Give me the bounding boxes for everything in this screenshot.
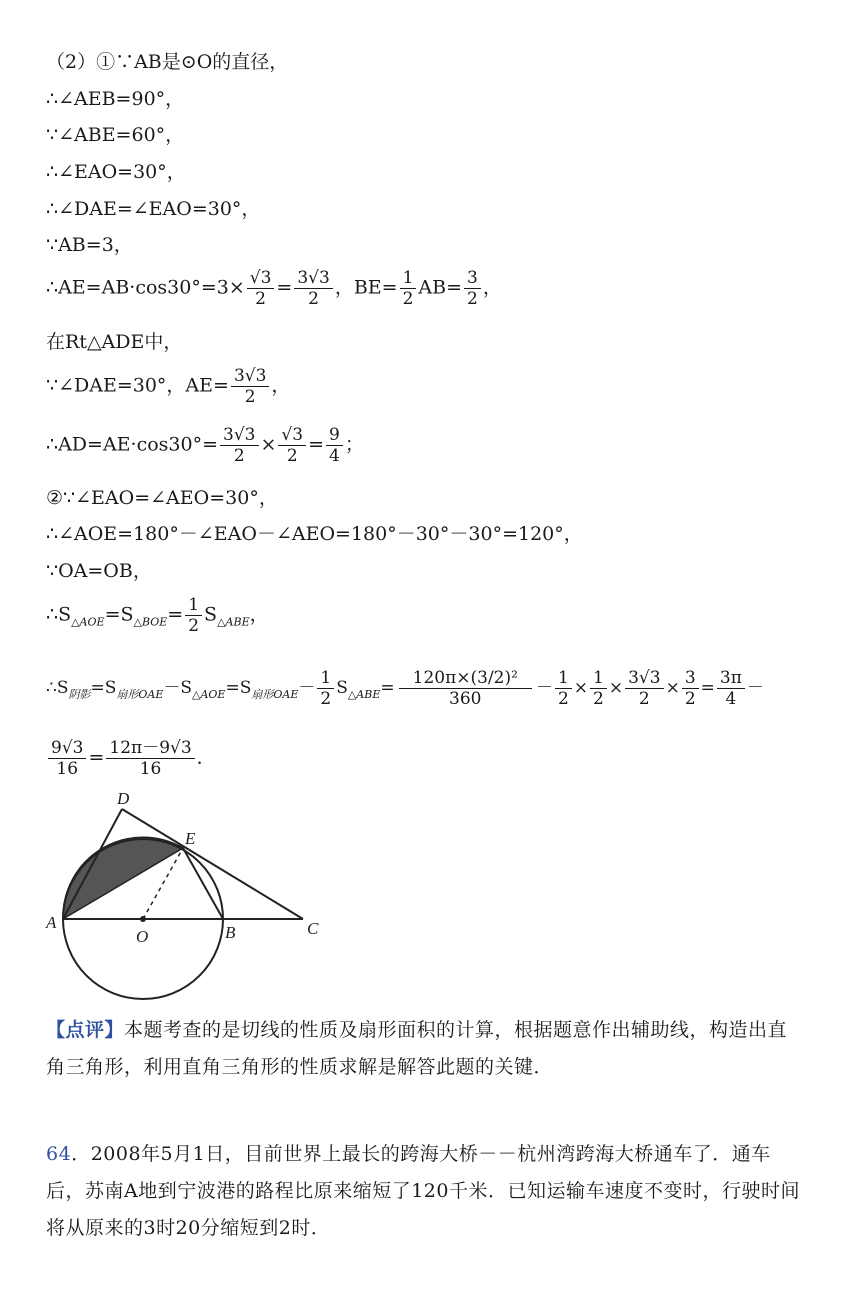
fraction: $\frac{9√3}{16}$ (48, 738, 86, 779)
fraction: $\frac{3}{2}$ (682, 668, 699, 709)
problem-64 (46, 1136, 806, 1247)
label-o: O (136, 927, 149, 946)
center-point (140, 916, 146, 922)
solution-line-4: ∴∠EAO=30°， (46, 161, 186, 183)
solution-line-15: $\therefore S_{阴影}=S_{扇形OAE}-S_{\triangle AOE}=S_{扇形OAE}-$ $\frac{1}{2}$ $S_{\triangle ABE}=$ $\frac{\text{120π×(3/2)²}}{360}$ － $\frac{1}{2}$ × $\frac{1}{2}$ × $\frac{3√3}{2}$ × $\frac{3}{2}$ = $\frac{3\pi}{4}$ － (46, 668, 764, 709)
shaded-region (63, 837, 183, 919)
solution-line-10: ∴AD=AE·cos30°= $\frac{3√3}{2}$ × $\frac{√3}{2}$ = $\frac{9}{4}$ ； (46, 425, 364, 466)
solution-line-3: ∵∠ABE=60°， (46, 124, 185, 146)
fraction: $\frac{1}{2}$ (400, 268, 417, 309)
solution-line-14: $\therefore S_{\triangle AOE}=S_{\triangle BOE}=$ $\frac{1}{2}$ $S_{\triangle ABE}$， (46, 595, 269, 636)
fraction: $\frac{1}{2}$ (317, 668, 334, 709)
fraction: $\frac{3√3}{2}$ (220, 425, 258, 466)
solution-line-5: ∴∠DAE=∠EAO=30°， (46, 198, 261, 220)
label-a: A (46, 913, 57, 932)
label-d: D (117, 789, 130, 808)
solution-line-8: 在Rt△ADE中， (46, 331, 183, 353)
label-b: B (225, 923, 236, 942)
solution-line-9: ∵∠DAE=30°，AE= $\frac{3√3}{2}$ ， (46, 366, 291, 407)
problem-text: ．2008年5月1日，目前世界上最长的跨海大桥－－杭州湾跨海大桥通车了．通车后，苏南A地到宁波港的路程比原来缩短了120千米．已知运输车速度不变时，行驶时间将从原来的3时20分缩短到2时． (46, 1143, 800, 1239)
fraction: $\frac{√3}{2}$ (278, 425, 306, 466)
solution-line-11: ②∵∠EAO=∠AEO=30°， (46, 487, 278, 509)
fraction: $\frac{3\pi}{4}$ (717, 668, 745, 709)
solution-line-16: $\frac{9√3}{16}$ = $\frac{12\pi-9√3}{16}$ ． (46, 738, 216, 779)
solution-line-1: （2）①∵AB是⊙O的直径， (46, 51, 289, 73)
fraction: $\frac{12\pi-9√3}{16}$ (106, 738, 194, 779)
solution-line-2: ∴∠AEB=90°， (46, 88, 185, 110)
comment-tag: 【点评】 (46, 1019, 125, 1041)
solution-line-12: ∴∠AOE=180°－∠EAO－∠AEO=180°－30°－30°=120°， (46, 523, 583, 545)
big-fraction: $\frac{\text{120π×(3/2)²}}{360}$ (399, 668, 532, 709)
fraction: $\frac{3√3}{2}$ (231, 366, 269, 407)
solution-line-6: ∵AB=3， (46, 234, 133, 256)
geometry-figure (0, 780, 846, 1010)
fraction: $\frac{3√3}{2}$ (294, 268, 332, 309)
comment-paragraph (46, 1012, 806, 1086)
problem-number: 64 (46, 1143, 72, 1165)
fraction: $\frac{1}{2}$ (590, 668, 607, 709)
fraction: $\frac{9}{4}$ (326, 425, 343, 466)
fraction: $\frac{1}{2}$ (185, 595, 202, 636)
fraction: $\frac{√3}{2}$ (247, 268, 275, 309)
comment-text: 本题考查的是切线的性质及扇形面积的计算，根据题意作出辅助线，构造出直角三角形，利用直角三角形的性质求解是解答此题的关键． (46, 1019, 788, 1078)
fraction: $\frac{3√3}{2}$ (625, 668, 663, 709)
label-e: E (185, 829, 196, 848)
solution-line-7: ∴AE=AB·cos30°=3× $\frac{√3}{2}$ = $\frac{3√3}{2}$ ，BE= $\frac{1}{2}$ AB= $\frac{3}{2}$ ， (46, 268, 502, 309)
fraction: $\frac{3}{2}$ (464, 268, 481, 309)
solution-line-13: ∵OA=OB， (46, 560, 152, 582)
label-c: C (307, 919, 319, 938)
fraction: $\frac{1}{2}$ (555, 668, 572, 709)
